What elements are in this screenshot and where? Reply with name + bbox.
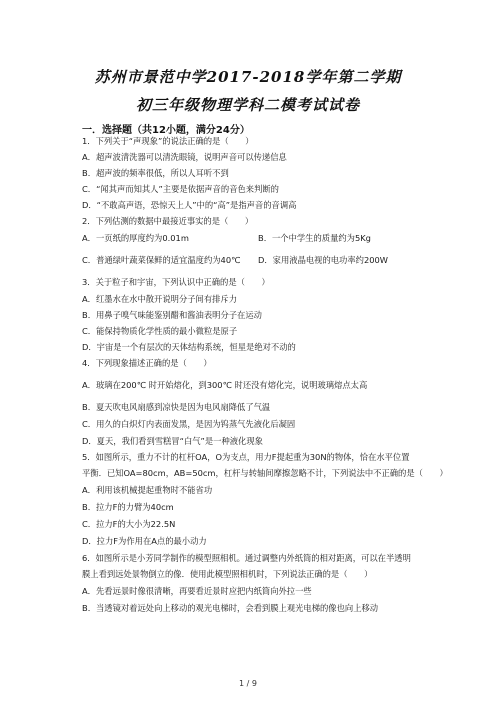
q3-option-c: C．能保持物质化学性质的最小微粒是原子	[82, 326, 238, 336]
q3-option-a: A．红墨水在水中散开说明分子间有排斥力	[82, 294, 238, 304]
exam-title: 苏州市景范中学2017-2018学年第二学期	[94, 68, 402, 86]
q4-option-d: D．夏天，我们看到雪糕冒“白气”是一种液化现象	[82, 436, 263, 446]
exam-subtitle: 初三年级物理学科二模考试试卷	[135, 96, 360, 114]
section-heading: 一．选择题（共12小题，满分24分）	[82, 125, 250, 136]
q1-option-a: A．超声波清洗器可以清洗眼镜，说明声音可以传递信息	[82, 152, 287, 162]
q6-option-b: B．当透镜对着远处向上移动的观光电梯时，会看到膜上观光电梯的像也向上移动	[82, 603, 379, 613]
q2-option-c: C．普通绿叶蔬菜保鲜的适宜温度约为40℃	[82, 255, 241, 265]
question-5-line-2: 平衡．已知OA=80cm，AB=50cm，杠杆与转轴间摩擦忽略不计，下列说法中不正确的是（ ）	[82, 468, 448, 478]
q2-option-a: A．一页纸的厚度约为0.01m	[82, 233, 189, 243]
q1-option-c: C．“闻其声而知其人”主要是依据声音的音色来判断的	[82, 184, 279, 194]
q5-option-b: B．拉力F的力臂为40cm	[82, 502, 174, 512]
q5-option-a: A．利用该机械提起重物时不能省功	[82, 485, 213, 495]
question-4: 4．下列现象描述正确的是（ ）	[82, 358, 212, 368]
question-6-line-2: 膜上看到远处景物倒立的像．使用此模型照相机时，下列说法正确的是（ ）	[82, 569, 373, 579]
q3-option-d: D．宇宙是一个有层次的天体结构系统，恒星是绝对不动的	[82, 342, 296, 352]
page-number: 1 / 9	[239, 679, 257, 688]
question-2: 2．下列估测的数据中最接近事实的是（ ）	[82, 216, 254, 226]
q2-option-b: B．一个中学生的质量约为5Kg	[258, 233, 371, 243]
q2-option-d: D．家用液晶电视的电功率约200W	[258, 255, 388, 265]
q3-option-b: B．用鼻子嗅气味能鉴别醋和酱油表明分子在运动	[82, 310, 262, 320]
q1-option-d: D．“不敢高声语，恐惊天上人”中的“高”是指声音的音调高	[82, 200, 297, 210]
question-5-line-1: 5．如图所示，重力不计的杠杆OA，O为支点，用力F提起重为30N的物体，恰在水平位置	[82, 452, 410, 462]
question-6-line-1: 6．如图所示是小芳同学制作的模型照相机。通过调整内外纸筒的相对距离，可以在半透明	[82, 553, 411, 563]
question-1: 1．下列关于“声现象”的说法正确的是（ ）	[82, 136, 254, 146]
q4-option-a: A．玻璃在200℃ 时开始熔化，到300℃ 时还没有熔化完，说明玻璃熔点太高	[82, 380, 368, 390]
q4-option-b: B．夏天吹电风扇感到凉快是因为电风扇降低了气温	[82, 402, 271, 412]
q6-option-a: A．先看远景时像很清晰，再要看近景时应把内纸筒向外拉一些	[82, 586, 312, 596]
q5-option-d: D．拉力F为作用在A点的最小动力	[82, 536, 207, 546]
q4-option-c: C．用久的白炽灯内表面发黑，是因为钨蒸气先液化后凝固	[82, 419, 296, 429]
q1-option-b: B．超声波的频率很低，所以人耳听不到	[82, 168, 229, 178]
question-3: 3．关于粒子和宇宙，下列认识中正确的是（ ）	[82, 277, 270, 287]
q5-option-c: C．拉力F的大小为22.5N	[82, 519, 176, 529]
